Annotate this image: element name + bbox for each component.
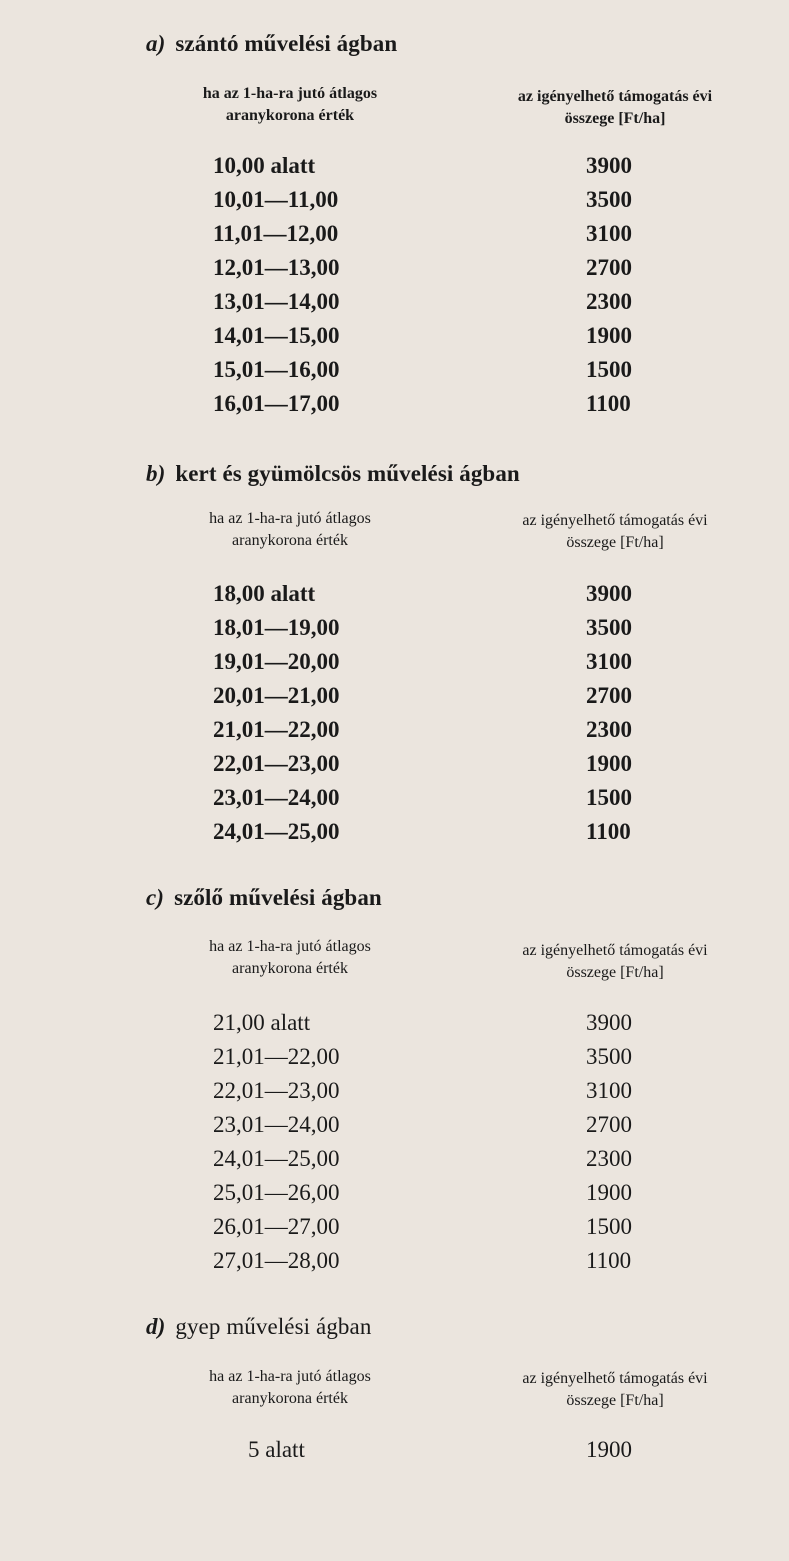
header-line: összege [Ft/ha] bbox=[566, 1392, 664, 1409]
table-row bbox=[0, 217, 789, 251]
range-cell: 10,01—11,00 bbox=[213, 187, 339, 212]
header-line: aranykorona érték bbox=[232, 1390, 348, 1407]
table-row bbox=[0, 611, 789, 645]
table-row bbox=[0, 251, 789, 285]
range-cell: 5 alatt bbox=[248, 1437, 305, 1462]
amount-cell: 3500 bbox=[586, 187, 632, 212]
amount-cell: 1100 bbox=[586, 1248, 632, 1273]
table-rows bbox=[0, 1433, 789, 1467]
column-header-right bbox=[470, 510, 760, 554]
table-rows bbox=[0, 149, 789, 421]
amount-cell: 3900 bbox=[586, 581, 632, 606]
range-cell: 12,01—13,00 bbox=[213, 255, 340, 280]
header-line: ha az 1-ha-ra jutó átlagos bbox=[202, 85, 378, 102]
amount-cell: 1900 bbox=[586, 323, 632, 348]
range-cell: 18,00 alatt bbox=[213, 581, 316, 606]
header-line: az igényelhető támogatás évi bbox=[522, 512, 708, 529]
header-line: ha az 1-ha-ra jutó átlagos bbox=[209, 938, 371, 955]
amount-cell: 2300 bbox=[586, 1146, 632, 1171]
table-row bbox=[0, 353, 789, 387]
amount-cell: 3900 bbox=[586, 1010, 632, 1035]
section-title bbox=[146, 461, 520, 487]
header-line: aranykorona érték bbox=[232, 532, 348, 549]
section-title bbox=[146, 1314, 371, 1340]
section-title-text: szőlő művelési ágban bbox=[174, 885, 382, 910]
amount-cell: 1500 bbox=[586, 357, 632, 382]
amount-cell: 1500 bbox=[586, 1214, 632, 1239]
table-row bbox=[0, 149, 789, 183]
amount-cell: 3500 bbox=[586, 615, 632, 640]
range-cell: 21,00 alatt bbox=[213, 1010, 311, 1035]
column-header-left bbox=[160, 1366, 420, 1410]
range-cell: 11,01—12,00 bbox=[213, 221, 339, 246]
amount-cell: 3100 bbox=[586, 221, 632, 246]
section-letter: b) bbox=[146, 461, 166, 486]
range-cell: 25,01—26,00 bbox=[213, 1180, 340, 1205]
amount-cell: 1900 bbox=[586, 1437, 632, 1462]
table-row bbox=[0, 1040, 789, 1074]
range-cell: 21,01—22,00 bbox=[213, 1044, 340, 1069]
range-cell: 22,01—23,00 bbox=[213, 751, 340, 776]
range-cell: 23,01—24,00 bbox=[213, 1112, 340, 1137]
range-cell: 13,01—14,00 bbox=[213, 289, 340, 314]
table-row bbox=[0, 1006, 789, 1040]
table-row bbox=[0, 645, 789, 679]
column-header-right bbox=[470, 940, 760, 984]
column-header-left bbox=[160, 508, 420, 552]
amount-cell: 1900 bbox=[586, 751, 632, 776]
range-cell: 19,01—20,00 bbox=[213, 649, 340, 674]
section-title-text: kert és gyümölcsös művelési ágban bbox=[175, 461, 520, 486]
table-row bbox=[0, 781, 789, 815]
column-header-right bbox=[470, 86, 760, 130]
range-cell: 22,01—23,00 bbox=[213, 1078, 340, 1103]
table-row bbox=[0, 1108, 789, 1142]
range-cell: 24,01—25,00 bbox=[213, 1146, 340, 1171]
table-row bbox=[0, 183, 789, 217]
header-line: az igényelhető támogatás évi bbox=[522, 1370, 708, 1387]
table-rows bbox=[0, 577, 789, 849]
section-letter: a) bbox=[146, 31, 166, 56]
table-row bbox=[0, 577, 789, 611]
amount-cell: 2700 bbox=[586, 683, 632, 708]
header-line: ha az 1-ha-ra jutó átlagos bbox=[209, 510, 371, 527]
amount-cell: 2300 bbox=[586, 717, 632, 742]
header-line: összege [Ft/ha] bbox=[566, 534, 664, 551]
amount-cell: 1500 bbox=[586, 785, 632, 810]
amount-cell: 3100 bbox=[586, 1078, 632, 1103]
column-header-left bbox=[160, 936, 420, 980]
section-title-text: szántó művelési ágban bbox=[175, 31, 398, 56]
amount-cell: 3500 bbox=[586, 1044, 632, 1069]
table-row bbox=[0, 815, 789, 849]
amount-cell: 3900 bbox=[586, 153, 632, 178]
table-row bbox=[0, 1176, 789, 1210]
table-row bbox=[0, 713, 789, 747]
column-header-right bbox=[470, 1368, 760, 1412]
header-line: az igényelhető támogatás évi bbox=[522, 942, 708, 959]
range-cell: 10,00 alatt bbox=[213, 153, 316, 178]
table-row bbox=[0, 679, 789, 713]
section-letter: d) bbox=[146, 1314, 166, 1339]
amount-cell: 2300 bbox=[586, 289, 632, 314]
amount-cell: 2700 bbox=[586, 255, 632, 280]
range-cell: 26,01—27,00 bbox=[213, 1214, 340, 1239]
header-line: aranykorona érték bbox=[232, 960, 348, 977]
table-row bbox=[0, 1142, 789, 1176]
header-line: ha az 1-ha-ra jutó átlagos bbox=[209, 1368, 371, 1385]
amount-cell: 3100 bbox=[586, 649, 632, 674]
amount-cell: 1900 bbox=[586, 1180, 632, 1205]
section-letter: c) bbox=[146, 885, 165, 910]
section-title bbox=[146, 31, 397, 57]
range-cell: 20,01—21,00 bbox=[213, 683, 340, 708]
range-cell: 24,01—25,00 bbox=[213, 819, 340, 844]
range-cell: 15,01—16,00 bbox=[213, 357, 340, 382]
column-header-left bbox=[160, 83, 420, 127]
section-title bbox=[146, 885, 382, 911]
header-line: összege [Ft/ha] bbox=[564, 110, 666, 127]
range-cell: 23,01—24,00 bbox=[213, 785, 340, 810]
range-cell: 18,01—19,00 bbox=[213, 615, 340, 640]
table-rows bbox=[0, 1006, 789, 1278]
table-row bbox=[0, 1244, 789, 1278]
section-title-text: gyep művelési ágban bbox=[175, 1314, 372, 1339]
header-line: az igényelhető támogatás évi bbox=[517, 88, 713, 105]
table-row bbox=[0, 1210, 789, 1244]
range-cell: 14,01—15,00 bbox=[213, 323, 340, 348]
table-row bbox=[0, 1074, 789, 1108]
table-row bbox=[0, 747, 789, 781]
header-line: összege [Ft/ha] bbox=[566, 964, 664, 981]
table-row bbox=[0, 1433, 789, 1467]
table-row bbox=[0, 319, 789, 353]
range-cell: 27,01—28,00 bbox=[213, 1248, 340, 1273]
table-row bbox=[0, 285, 789, 319]
amount-cell: 1100 bbox=[586, 391, 631, 416]
amount-cell: 2700 bbox=[586, 1112, 632, 1137]
range-cell: 21,01—22,00 bbox=[213, 717, 340, 742]
amount-cell: 1100 bbox=[586, 819, 631, 844]
table-row bbox=[0, 387, 789, 421]
range-cell: 16,01—17,00 bbox=[213, 391, 340, 416]
header-line: aranykorona érték bbox=[225, 107, 355, 124]
